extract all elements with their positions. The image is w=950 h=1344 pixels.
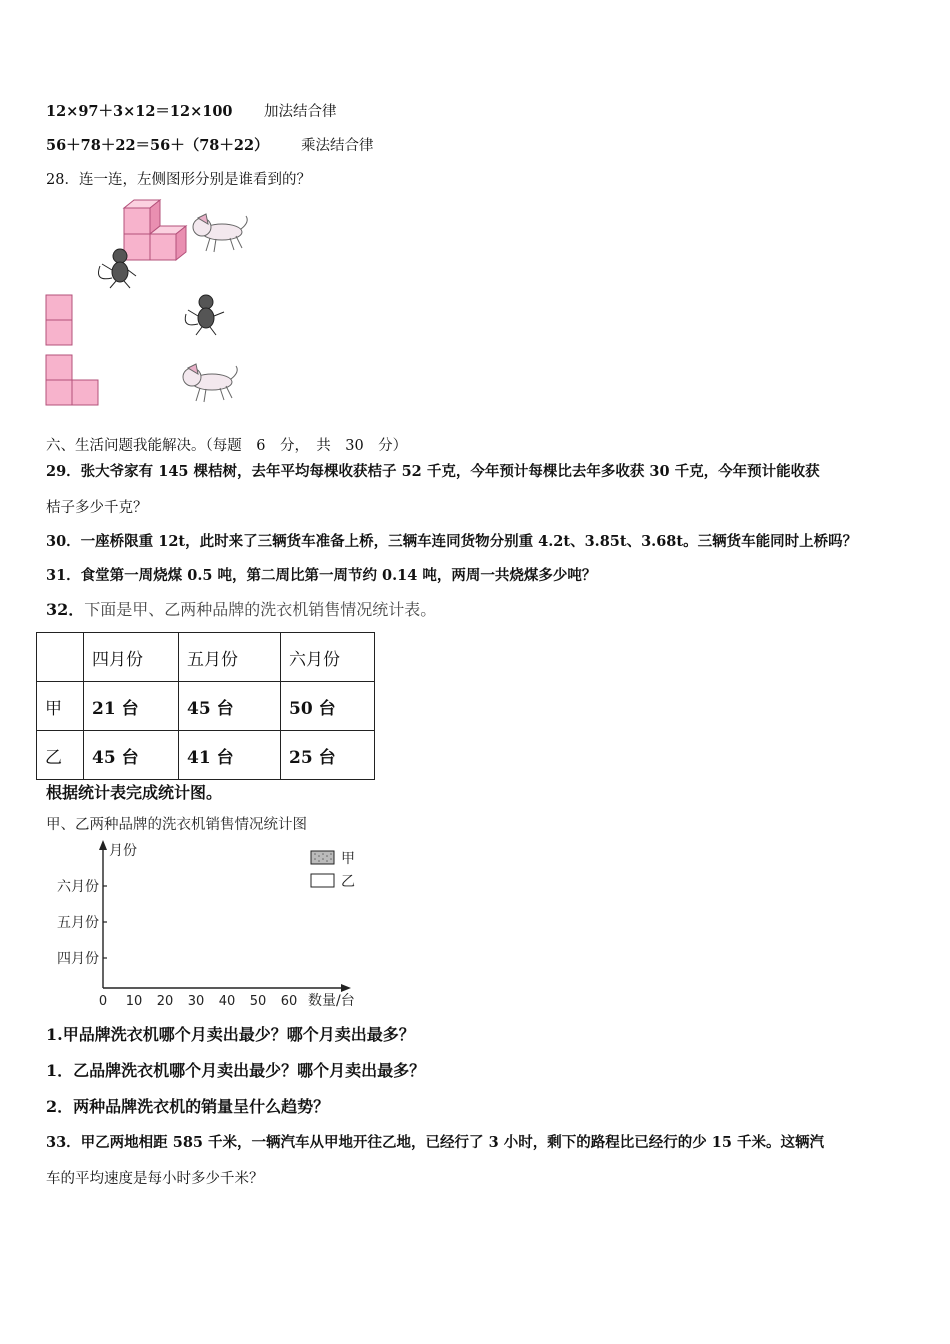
chart-title: 甲、乙两种品牌的洗衣机销售情况统计图 <box>46 817 307 833</box>
table-cell: 六月份 <box>281 633 375 682</box>
sales-bar-chart <box>40 812 380 1012</box>
x-tick-label: 40 <box>218 994 236 1009</box>
y-category-label: 六月份 <box>57 879 99 895</box>
y-category-label: 五月份 <box>57 915 99 931</box>
table-cell: 45 台 <box>84 731 179 780</box>
question-32-text: 下面是甲、乙两种品牌的洗衣机销售情况统计表。 <box>84 600 437 619</box>
question-32 <box>46 600 436 620</box>
question-32-sub-1: 1.甲品牌洗衣机哪个月卖出最少？哪个月卖出最多？ <box>46 1025 415 1044</box>
monkey-icon <box>185 295 224 335</box>
table-header-row <box>37 633 375 682</box>
table-cell: 甲 <box>37 682 84 731</box>
table-cell: 四月份 <box>84 633 179 682</box>
table-cell: 21 台 <box>84 682 179 731</box>
question-33-line-1: 33．甲乙两地相距 585 千米，一辆汽车从甲地开往乙地，已经行了 3 小时，剩下的路程比已经行的少 15 千米。这辆汽 <box>46 1134 824 1151</box>
law-label-2: 乘法结合律 <box>301 138 374 154</box>
q28-figure <box>40 196 260 411</box>
law-label-1: 加法结合律 <box>264 104 337 120</box>
x-tick-label: 20 <box>156 994 174 1009</box>
question-29-line-2: 桔子多少千克？ <box>46 500 148 516</box>
question-29-line-1: 29．张大爷家有 145 棵桔树，去年平均每棵收获桔子 52 千克，今年预计每棵比去年多收获 30 千克，今年预计能收获 <box>46 463 820 480</box>
table-cell <box>37 633 84 682</box>
sales-table <box>36 632 375 780</box>
table-cell: 25 台 <box>281 731 375 780</box>
table-cell: 41 台 <box>179 731 281 780</box>
dog-icon <box>183 364 237 402</box>
question-32-number: 32． <box>46 600 85 619</box>
x-tick-label: 30 <box>187 994 205 1009</box>
x-axis-label: 数量/台 <box>308 993 355 1009</box>
legend-label-jia: 甲 <box>341 851 355 867</box>
legend-swatch-yi <box>311 874 334 887</box>
table-row <box>37 682 375 731</box>
y-axis-label: 月份 <box>109 843 137 859</box>
x-tick-label: 60 <box>280 994 298 1009</box>
legend-label-yi: 乙 <box>341 874 355 890</box>
x-tick-label: 10 <box>125 994 143 1009</box>
question-33-line-2: 车的平均速度是每小时多少千米？ <box>46 1171 264 1187</box>
y-category-label: 四月份 <box>57 951 99 967</box>
x-tick-label: 0 <box>98 994 108 1009</box>
question-32-sub-2: 1．乙品牌洗衣机哪个月卖出最少？哪个月卖出最多？ <box>46 1061 426 1080</box>
net-column-image <box>46 295 72 345</box>
y-axis-arrow <box>99 840 107 850</box>
question-31: 31．食堂第一周烧煤 0.5 吨，第二周比第一周节约 0.14 吨，两周一共烧煤多少吨？ <box>46 567 597 584</box>
table-cell: 乙 <box>37 731 84 780</box>
table-cell: 五月份 <box>179 633 281 682</box>
net-l-shape-image <box>46 355 98 405</box>
table-cell: 50 台 <box>281 682 375 731</box>
equation-1: 12×97＋3×12＝12×100 <box>46 103 233 120</box>
question-28: 28．连一连，左侧图形分别是谁看到的？ <box>46 172 311 188</box>
table-cell: 45 台 <box>179 682 281 731</box>
chart-instruction: 根据统计表完成统计图。 <box>46 783 223 802</box>
equation-2: 56＋78＋22＝56＋（78＋22） <box>46 137 269 154</box>
legend-swatch-jia <box>311 851 334 864</box>
table-row <box>37 731 375 780</box>
cube-stack-image <box>124 200 186 260</box>
dog-icon <box>193 214 247 252</box>
x-axis-arrow <box>341 984 351 992</box>
question-32-sub-3: 2．两种品牌洗衣机的销量呈什么趋势？ <box>46 1097 330 1116</box>
question-30: 30．一座桥限重 12t，此时来了三辆货车准备上桥，三辆车连同货物分别重 4.2t、3.85t、3.68t。三辆货车能同时上桥吗？ <box>46 533 858 550</box>
section-6-heading: 六、生活问题我能解决。（每题 6 分， 共 30 分） <box>46 438 408 454</box>
x-tick-label: 50 <box>249 994 267 1009</box>
